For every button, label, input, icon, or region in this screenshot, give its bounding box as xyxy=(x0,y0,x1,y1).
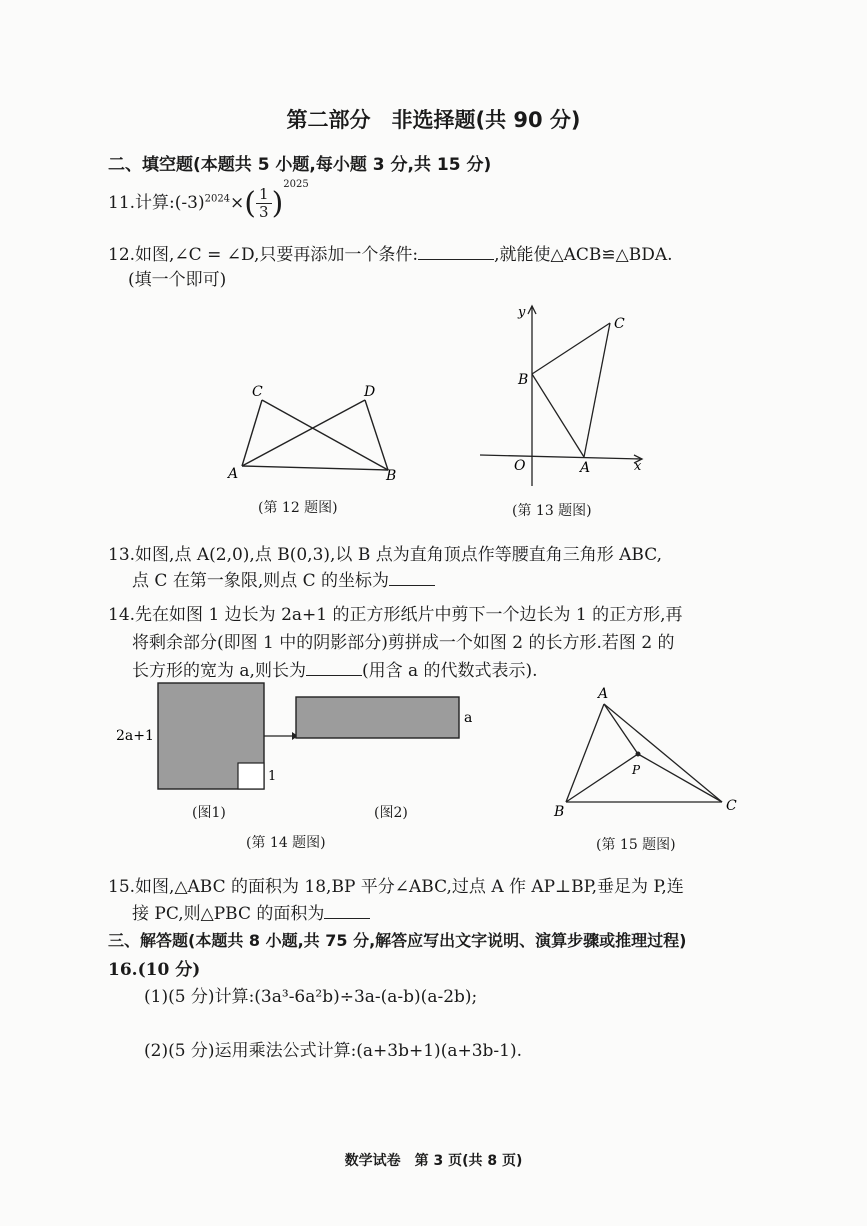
fig13-caption: (第 13 题图) xyxy=(512,503,592,519)
fig15-label-p: P xyxy=(632,763,641,777)
question-12-line2: (填一个即可) xyxy=(128,270,227,290)
q15-text: 接 PC,则△PBC 的面积为 xyxy=(132,904,325,924)
q11-times: × xyxy=(230,193,245,213)
fig14-width-label: a xyxy=(464,710,473,726)
fig15-segment-ac xyxy=(604,704,722,802)
fig12-segment-ad xyxy=(242,400,365,466)
fig12-label-c: C xyxy=(252,384,263,400)
fig15-segment-ab xyxy=(566,704,604,802)
q11-lparen: ( xyxy=(244,186,257,221)
fig12-label-d: D xyxy=(364,384,376,400)
question-13-line2 xyxy=(132,566,435,591)
question-14-line2: 将剩余部分(即图 1 中的阴影部分)剪拼成一个如图 2 的长方形.若图 2 的 xyxy=(132,633,675,653)
question-15-line1: 15.如图,△ABC 的面积为 18,BP 平分∠ABC,过点 A 作 AP⊥BP,垂足为 P,连 xyxy=(108,877,684,897)
q14-blank xyxy=(306,661,362,676)
question-15-line2 xyxy=(132,899,370,924)
fig12-segment-ab xyxy=(242,466,388,470)
fig14-sub2: (图2) xyxy=(374,805,408,821)
part-title: 第二部分 非选择题(共 90 分) xyxy=(286,108,581,132)
fig12-caption: (第 12 题图) xyxy=(258,500,338,516)
section-2-title: 二、填空题(本题共 5 小题,每小题 3 分,共 15 分) xyxy=(108,155,492,175)
question-13-line1: 13.如图,点 A(2,0),点 B(0,3),以 B 点为直角顶点作等腰直角三角形 ABC, xyxy=(108,545,663,565)
fig15-segment-pc xyxy=(638,754,722,802)
fig13-segment-ba xyxy=(532,374,584,457)
question-16-head: 16.(10 分) xyxy=(108,960,201,980)
q11-prefix: 11.计算:(-3) xyxy=(108,193,205,213)
question-16-part1: (1)(5 分)计算:(3a³-6a²b)÷3a-(a-b)(a-2b); xyxy=(144,987,478,1007)
fig12-label-a: A xyxy=(228,466,239,482)
question-11 xyxy=(108,179,309,221)
fig15-segment-bp xyxy=(566,754,638,802)
q11-exp1: 2024 xyxy=(204,193,231,205)
fig14-side-label: 2a+1 xyxy=(116,728,154,744)
figure-12 xyxy=(222,380,402,486)
q11-denominator: 3 xyxy=(259,203,269,221)
question-14-line3 xyxy=(132,656,538,681)
fig12-label-b: B xyxy=(386,468,397,484)
fig15-label-a: A xyxy=(598,686,609,702)
q11-numerator: 1 xyxy=(256,186,272,204)
figure-15 xyxy=(548,684,748,820)
question-12-line1 xyxy=(108,240,673,265)
q15-blank xyxy=(324,904,370,919)
fig15-label-c: C xyxy=(726,798,737,814)
fig15-label-b: B xyxy=(554,804,565,820)
q11-fraction xyxy=(256,186,272,221)
question-14-line1: 14.先在如图 1 边长为 2a+1 的正方形纸片中剪下一个边长为 1 的正方形,再 xyxy=(108,605,683,625)
fig13-x-axis xyxy=(480,455,642,459)
fig13-label-b: B xyxy=(518,372,529,388)
fig13-label-x: x xyxy=(634,459,642,474)
fig14-sub1: (图1) xyxy=(192,805,226,821)
q12-blank xyxy=(418,245,494,260)
q12-text-a: 12.如图,∠C = ∠D,只要再添加一个条件: xyxy=(108,245,419,265)
fig14-small-label: 1 xyxy=(268,769,277,784)
question-16-part2: (2)(5 分)运用乘法公式计算:(a+3b+1)(a+3b-1). xyxy=(144,1041,523,1061)
q11-rparen: ) xyxy=(271,186,284,221)
fig14-rectangle xyxy=(296,697,459,738)
fig13-label-y: y xyxy=(518,305,526,320)
figure-14 xyxy=(112,680,482,800)
fig14-caption: (第 14 题图) xyxy=(246,835,326,851)
q13-text: 点 C 在第一象限,则点 C 的坐标为 xyxy=(132,571,390,591)
fig14-small-square xyxy=(238,763,264,789)
fig13-label-o: O xyxy=(514,458,526,474)
q11-exp2: 2025 xyxy=(283,179,309,191)
fig13-label-c: C xyxy=(614,316,625,332)
fig15-point-p xyxy=(636,752,641,757)
fig15-segment-ap xyxy=(604,704,638,754)
section-3-title: 三、解答题(本题共 8 小题,共 75 分,解答应写出文字说明、演算步骤或推理过程) xyxy=(108,931,687,950)
fig13-label-a: A xyxy=(580,460,591,476)
fig13-segment-bc xyxy=(532,323,610,374)
figure-13 xyxy=(476,298,656,488)
fig15-caption: (第 15 题图) xyxy=(596,837,676,853)
q14-text-a: 长方形的宽为 a,则长为 xyxy=(132,661,306,681)
fig13-segment-ac xyxy=(584,323,610,457)
q12-text-b: ,就能使△ACB≌△BDA. xyxy=(494,245,673,265)
page-footer: 数学试卷 第 3 页(共 8 页) xyxy=(344,1153,523,1169)
q14-text-b: (用含 a 的代数式表示). xyxy=(361,661,538,681)
q13-blank xyxy=(389,571,435,586)
